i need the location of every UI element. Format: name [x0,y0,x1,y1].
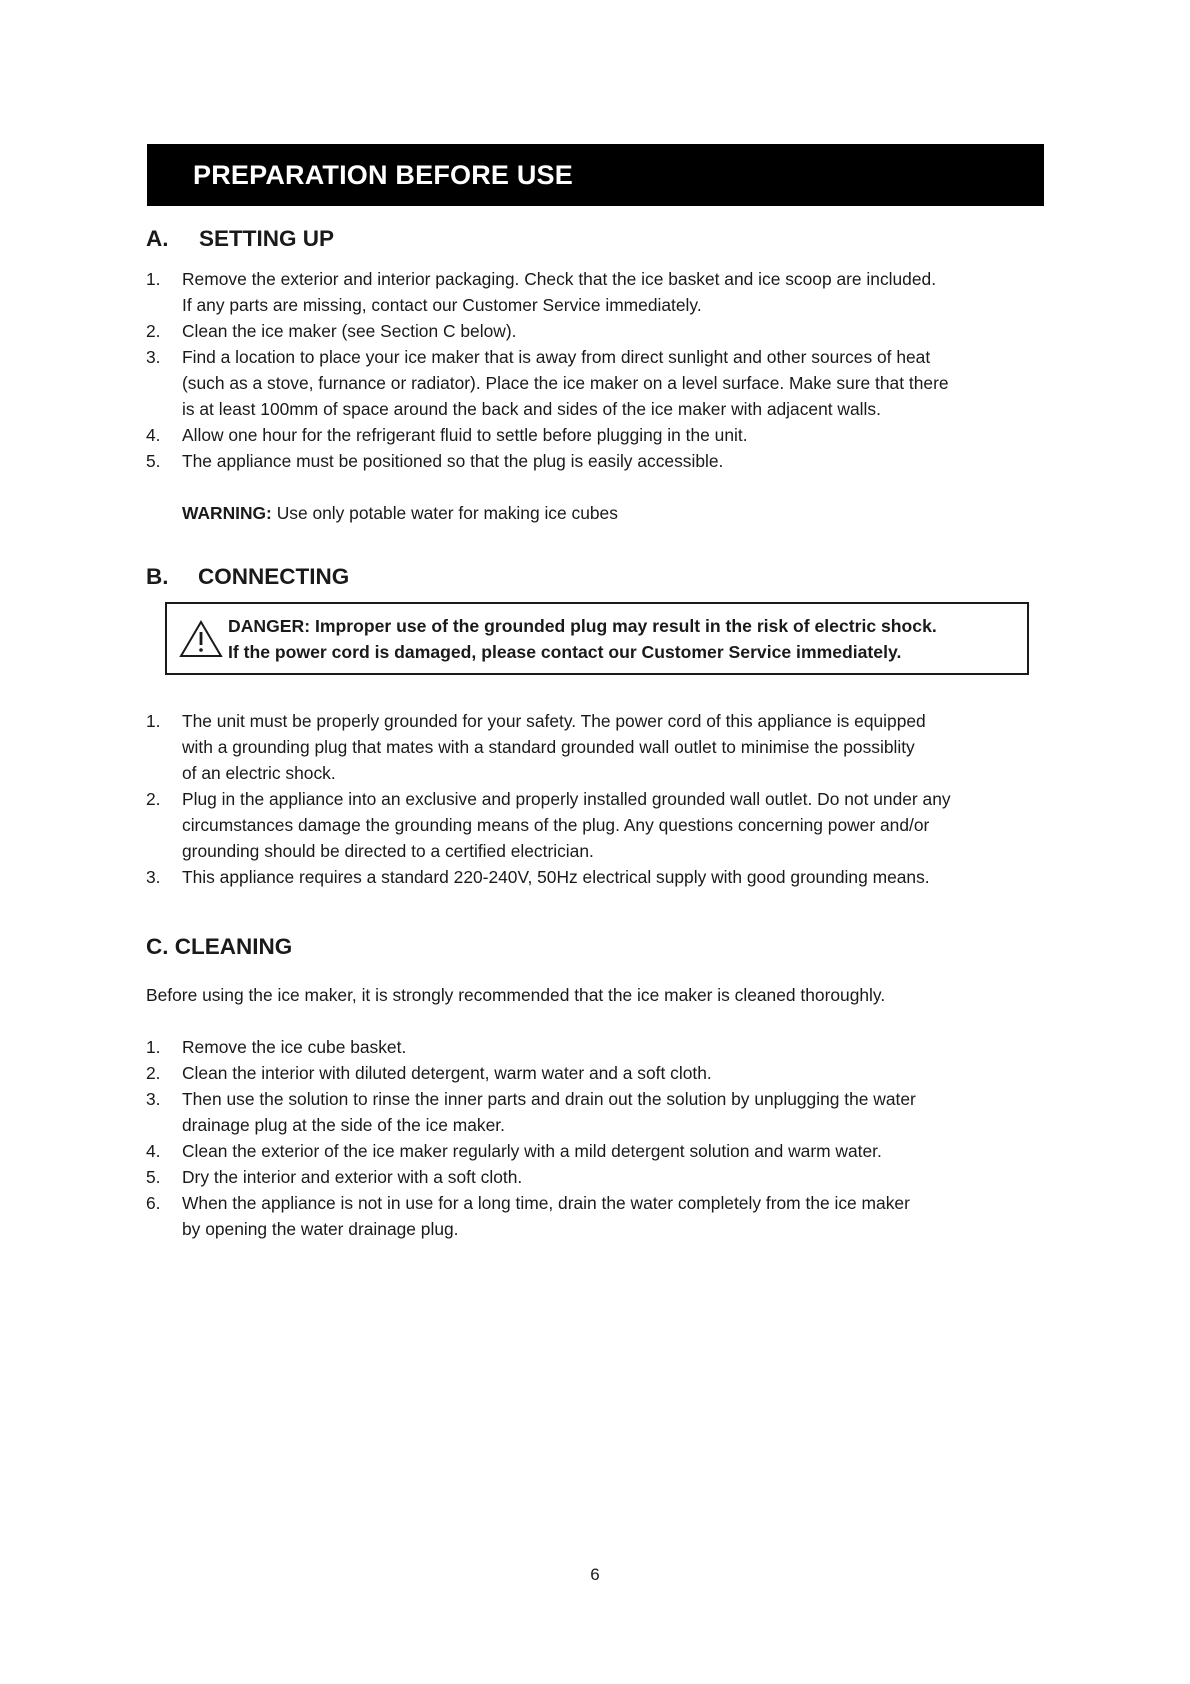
warning-label: WARNING: [182,503,272,523]
list-item-number: 3. [146,1089,161,1109]
list-item-number: 5. [146,1167,161,1187]
section-cleaning [146,934,1046,1242]
list-item-number: 6. [146,1193,161,1213]
list-item [146,1034,1046,1060]
section-a-letter: A. [146,226,169,251]
list-item-line: When the appliance is not in use for a long time, drain the water completely from the ice maker [182,1193,910,1213]
danger-line-2: If the power cord is damaged, please contact our Customer Service immediately. [228,641,902,662]
list-item-line: Dry the interior and exterior with a soft cloth. [182,1167,523,1187]
list-item [146,864,1046,890]
list-item [146,1164,1046,1190]
list-item-number: 4. [146,1141,161,1161]
list-item-line: with a grounding plug that mates with a standard grounded wall outlet to minimise the possiblity [182,737,915,757]
list-item-number: 3. [146,867,161,887]
list-item-line: is at least 100mm of space around the back and sides of the ice maker with adjacent walls. [182,399,881,419]
list-item-number: 2. [146,321,161,341]
list-item-line: (such as a stove, furnance or radiator). Place the ice maker on a level surface. Make sure that there [182,373,949,393]
section-c-title: C. CLEANING [146,934,293,959]
cleaning-intro: Before using the ice maker, it is strongly recommended that the ice maker is cleaned thoroughly. [146,985,886,1005]
section-a-heading [146,226,1046,252]
list-item-line: by opening the water drainage plug. [182,1219,459,1239]
page-title: PREPARATION BEFORE USE [193,159,573,190]
list-item-line: Clean the interior with diluted detergent, warm water and a soft cloth. [182,1063,712,1083]
section-b-heading [146,564,1046,590]
list-item [146,786,1046,864]
list-item [146,1086,1046,1138]
list-item-line: If any parts are missing, contact our Customer Service immediately. [182,295,702,315]
warning-triangle-icon [179,620,223,658]
list-item [146,1060,1046,1086]
section-setting-up [146,226,1046,526]
list-item-number: 1. [146,1037,161,1057]
list-item [146,1138,1046,1164]
list-item [146,344,1046,422]
list-item [146,708,1046,786]
cleaning-steps [146,1034,1046,1242]
list-item-line: circumstances damage the grounding means of the plug. Any questions concerning power and/or [182,815,930,835]
warning-text: Use only potable water for making ice cubes [276,503,618,523]
warning-note [146,500,1046,526]
danger-line-1: DANGER: Improper use of the grounded plug may result in the risk of electric shock. [228,615,937,636]
list-item [146,448,1046,474]
page-number: 6 [590,1565,600,1584]
list-item-line: Then use the solution to rinse the inner parts and drain out the solution by unplugging the water [182,1089,916,1109]
section-a-title: SETTING UP [199,226,335,251]
list-item-line: Remove the exterior and interior packaging. Check that the ice basket and ice scoop are included. [182,269,937,289]
danger-text [228,613,937,665]
danger-notice [165,602,1029,675]
list-item-number: 1. [146,711,161,731]
list-item [146,266,1046,318]
section-c-heading [146,934,1046,960]
list-item-number: 2. [146,1063,161,1083]
list-item-line: The appliance must be positioned so that the plug is easily accessible. [182,451,724,471]
list-item [146,1190,1046,1242]
list-item-number: 2. [146,789,161,809]
title-banner [147,144,1044,206]
list-item-number: 4. [146,425,161,445]
list-item-line: This appliance requires a standard 220-240V, 50Hz electrical supply with good grounding means. [182,867,930,887]
list-item-line: The unit must be properly grounded for your safety. The power cord of this appliance is equipped [182,711,926,731]
list-item-line: of an electric shock. [182,763,336,783]
list-item-line: Allow one hour for the refrigerant fluid to settle before plugging in the unit. [182,425,748,445]
connecting-list-wrap [146,708,1046,890]
list-item-line: grounding should be directed to a certified electrician. [182,841,594,861]
setting-up-steps [146,266,1046,474]
list-item [146,422,1046,448]
list-item-line: Remove the ice cube basket. [182,1037,407,1057]
list-item-line: drainage plug at the side of the ice maker. [182,1115,505,1135]
section-connecting [146,564,1046,590]
list-item-number: 1. [146,269,161,289]
list-item-line: Plug in the appliance into an exclusive and properly installed grounded wall outlet. Do not under any [182,789,951,809]
section-b-title: CONNECTING [198,564,350,589]
list-item-number: 3. [146,347,161,367]
section-b-letter: B. [146,564,169,589]
list-item-number: 5. [146,451,161,471]
list-item-line: Clean the ice maker (see Section C below). [182,321,517,341]
connecting-steps [146,708,1046,890]
list-item-line: Clean the exterior of the ice maker regularly with a mild detergent solution and warm water. [182,1141,882,1161]
list-item-line: Find a location to place your ice maker that is away from direct sunlight and other sources of heat [182,347,931,367]
list-item [146,318,1046,344]
